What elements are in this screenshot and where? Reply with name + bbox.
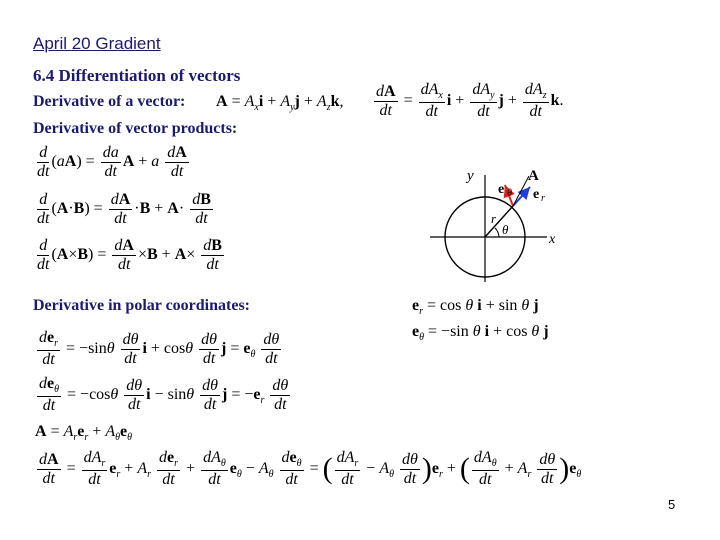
equation-vector-derivative: $\frac{dA}{dt}$ = $\frac{dA_x}{dt}$ i + $\frac{dA_y}{dt}$ j + $\frac{dA_z}{dt}$ k. (376, 81, 564, 121)
label-derivative-polar: Derivative in polar coordinates: (33, 297, 251, 314)
equation-product-cross: $\frac{d}{dt}$ (A×B) = $\frac{dA}{dt}$ ×B + A× $\frac{dB}{dt}$ (37, 237, 222, 273)
section-heading: 6.4 Differentiation of vectors (33, 66, 241, 85)
equation-er-definition: $e_r = \cos \theta$ i + sin θ j (412, 297, 539, 318)
equation-A-polar: $A = A_re_r + A_\theta e_\theta$ (35, 423, 133, 444)
radius-line (485, 206, 513, 237)
equation-product-scalar: $\frac{d}{dt}$ (aA) = $\frac{da}{dt}$ A + a $\frac{dA}{dt}$ (37, 144, 187, 180)
polar-diagram (425, 160, 570, 285)
er-label: e (533, 187, 540, 202)
axis-x-label: x (549, 232, 556, 247)
equation-product-dot: $\frac{d}{dt}$ (A·B) = $\frac{dA}{dt}$ ·B + A· $\frac{dB}{dt}$ (37, 191, 211, 227)
equation-vector-definition: $A = A_xi + A_yj + A_zk$, (216, 93, 344, 114)
equation-etheta-definition: $e_\theta = -\sin$ θ i + cos θ j (412, 323, 549, 344)
etheta-sub-label: θ (507, 188, 512, 199)
slide-title: April 20 Gradient (33, 34, 161, 53)
axis-y-label: y (467, 168, 474, 184)
equation-dA-polar: $\frac{dA}{dt}$ = $\frac{dA_r}{dt}$ $e_r + A_r$ $\frac{de_r}{dt}$ + $\frac{dA_\theta}{dt}$ $e_\theta - A_\theta$ $\frac{de_\theta}{dt}$ = ( $\frac{dA_r}{dt}$ − $A_\theta$ $\frac{d\theta}{dt}$ )$e_r$ + ( $\frac{dA_\theta}{dt}$ + $A_r$ $\frac{d\theta}{dt}$ )$e_\theta$ (39, 449, 582, 489)
label-derivative-of-vector-products: Derivative of vector products: (33, 120, 238, 137)
theta-arc (495, 228, 499, 237)
equation-der-etheta: $\frac{de_\theta}{dt}$ = −cosθ $\frac{d\theta}{dt}$ i − sinθ $\frac{d\theta}{dt}$ $j = -e_r$ $\frac{d\theta}{dt}$ (39, 375, 289, 415)
etheta-label: e (498, 182, 505, 197)
er-sub-label: r (541, 193, 545, 204)
equation-der-er: $\frac{de_r}{dt}$ = −sinθ $\frac{d\theta}{dt}$ i + cosθ $\frac{d\theta}{dt}$ $j = e_\theta$ $\frac{d\theta}{dt}$ (39, 329, 280, 369)
page-number: 5 (668, 497, 676, 512)
radius-r-label: r (491, 211, 497, 226)
theta-label: θ (502, 222, 509, 237)
label-derivative-of-vector: Derivative of a vector: (33, 93, 186, 110)
vector-A-label: A (528, 168, 539, 184)
